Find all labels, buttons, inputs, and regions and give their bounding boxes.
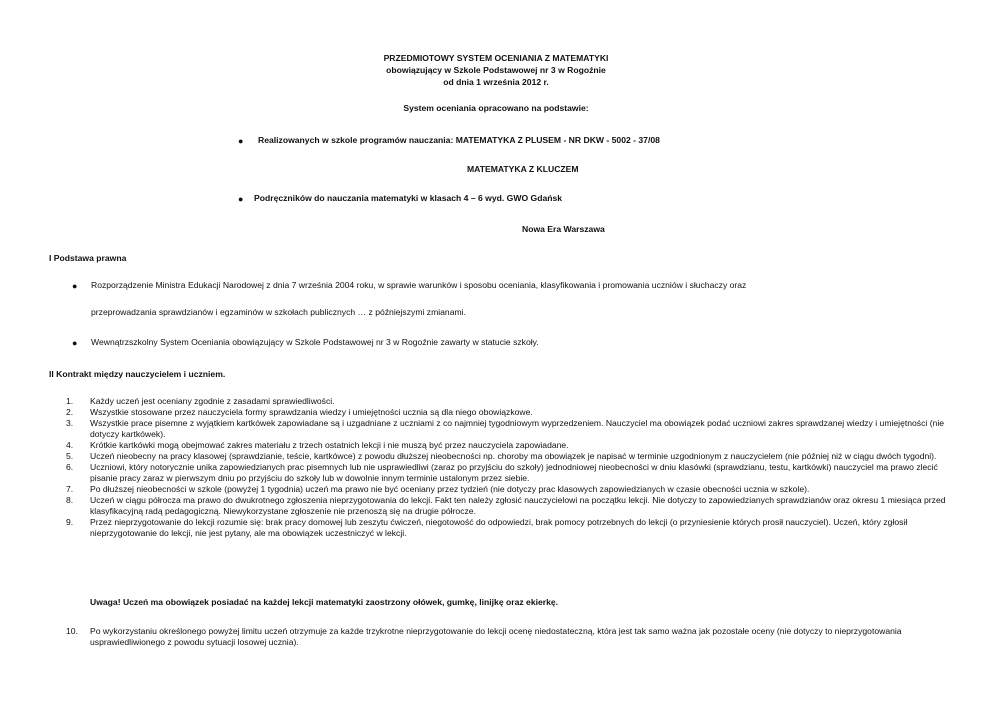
item-text: Przez nieprzygotowanie do lekcji rozumie się: brak pracy domowej lub zeszytu ćwiczeń, niegotowość do odpowiedzi, brak pomocy potrzebnych do lekcji (o przyniesienie których prosił nauczyciel). Uczeń, który zgłosił nieprzygotowanie do lekcji, nie jest pytany, ale ma obowiązek uczestniczyć w lekcji. bbox=[90, 517, 908, 538]
school-line: obowiązujący w Szkole Podstawowej nr 3 w Rogoźnie bbox=[386, 65, 606, 75]
item-number: 3. bbox=[66, 418, 74, 428]
list-item bbox=[66, 626, 946, 648]
item-number: 1. bbox=[66, 396, 74, 406]
legal-basis-item-1-continuation: przeprowadzania sprawdzianów i egzaminów w szkołach publicznych … z późniejszymi zmianami. bbox=[91, 307, 466, 317]
item-text: Uczniowi, który notorycznie unika zapowiedzianych prac pisemnych lub nie usprawiedliwi (zaraz po przyjściu do szkoły) jednodniowej nieobecności w dniu klasówki (sprawdzianu, testu, kartkówki) nauczyciel ma prawo zlecić pisanie pracy zaraz w pierwszym dniu po przyjściu do szkoły lub w dowolnie innym terminie ustalonym przez siebie. bbox=[90, 462, 938, 483]
legal-basis-item-1: Rozporządzenie Ministra Edukacji Narodowej z dnia 7 września 2004 roku, w sprawie warunków i sposobu oceniania, klasyfikowania i promowania uczniów i słuchaczy oraz bbox=[91, 280, 747, 290]
bullet-icon: ● bbox=[72, 338, 78, 348]
list-item bbox=[66, 495, 946, 517]
item-text: Wszystkie stosowane przez nauczyciela formy sprawdzania wiedzy i umiejętności ucznia są dla niego obowiązkowe. bbox=[90, 407, 533, 417]
list-item bbox=[66, 396, 946, 407]
list-item bbox=[66, 517, 946, 539]
list-item bbox=[66, 451, 946, 462]
bullet-icon: ● bbox=[72, 281, 78, 291]
item-number: 4. bbox=[66, 440, 74, 450]
document-title: PRZEDMIOTOWY SYSTEM OCENIANIA Z MATEMATYKI bbox=[383, 53, 609, 63]
item-text: Po wykorzystaniu określonego powyżej limitu uczeń otrzymuje za każde trzykrotne nieprzygotowanie do lekcji ocenę niedostateczną, która jest tak samo ważna jak pozostałe oceny (nie dotyczy to nieprzygotowania usprawiedliwionego z powodu sytuacji losowej ucznia). bbox=[90, 626, 902, 647]
item-text: Wszystkie prace pisemne z wyjątkiem kartkówek zapowiadane są i uzgadniane z uczniami z co najmniej tygodniowym wyprzedzeniem. Nauczyciel ma obowiązek podać uczniowi zakres sprawdzanej wiedzy i umiejętności (nie dotyczy kartkówek). bbox=[90, 418, 945, 439]
item-number: 10. bbox=[66, 626, 78, 636]
textbooks-line: Podręczników do nauczania matematyki w klasach 4 – 6 wyd. GWO Gdańsk bbox=[254, 193, 563, 203]
legal-basis-item-2: Wewnątrzszkolny System Oceniania obowiązujący w Szkole Podstawowej nr 3 w Rogoźnie zawarty w statucie szkoły. bbox=[91, 337, 539, 347]
list-item bbox=[66, 462, 946, 484]
item-text: Uczeń w ciągu półrocza ma prawo do dwukrotnego zgłoszenia nieprzygotowania do lekcji. Fakt ten należy zgłosić nauczycielowi na początku lekcji. Nie dotyczy to zapowiedzianych sprawdzianów oraz okresu 1 miesiąca przed klasyfikacyjną radą pedagogiczną. Niewykorzystane zgłoszenie nie przenoszą się na drugie półrocze. bbox=[90, 495, 946, 516]
list-item bbox=[66, 418, 946, 440]
textbooks-second-line: Nowa Era Warszawa bbox=[522, 224, 605, 234]
item-text: Każdy uczeń jest oceniany zgodnie z zasadami sprawiedliwości. bbox=[90, 396, 335, 406]
section-heading-legal-basis: I Podstawa prawna bbox=[49, 253, 127, 263]
list-item bbox=[66, 440, 946, 451]
bullet-icon: ● bbox=[238, 194, 244, 204]
item-number: 6. bbox=[66, 462, 74, 472]
item-text: Uczeń nieobecny na pracy klasowej (sprawdzianie, teście, kartkówce) z powodu dłuższej nieobecności np. choroby ma obowiązek je napisać w terminie uzgodnionym z nauczycielem (nie później niż w ciągu dwóch tygodni). bbox=[90, 451, 937, 461]
item-text: Krótkie kartkówki mogą obejmować zakres materiału z trzech ostatnich lekcji i nie muszą być przez nauczyciela zapowiadane. bbox=[90, 440, 569, 450]
contract-list bbox=[66, 396, 946, 539]
date-line: od dnia 1 września 2012 r. bbox=[443, 77, 549, 87]
item-text: Po dłuższej nieobecności w szkole (powyżej 1 tygodnia) uczeń ma prawo nie być oceniany przez tydzień (nie dotyczy prac klasowych zapowiedzianych w czasie obecności ucznia w szkole). bbox=[90, 484, 810, 494]
programs-line: Realizowanych w szkole programów nauczania: MATEMATYKA Z PLUSEM - NR DKW - 5002 - 37/08 bbox=[258, 135, 660, 145]
item-number: 2. bbox=[66, 407, 74, 417]
programs-second-line: MATEMATYKA Z KLUCZEM bbox=[467, 164, 579, 174]
equipment-note: Uwaga! Uczeń ma obowiązek posiadać na każdej lekcji matematyki zaostrzony ołówek, gumkę, linijkę oraz ekierkę. bbox=[90, 597, 559, 607]
item-number: 8. bbox=[66, 495, 74, 505]
section-heading-contract: II Kontrakt między nauczycielem i uczniem. bbox=[49, 369, 226, 379]
item-number: 5. bbox=[66, 451, 74, 461]
basis-intro: System oceniania opracowano na podstawie: bbox=[403, 103, 589, 113]
list-item bbox=[66, 407, 946, 418]
item-number: 9. bbox=[66, 517, 74, 527]
list-item bbox=[66, 484, 946, 495]
item-number: 7. bbox=[66, 484, 74, 494]
bullet-icon: ● bbox=[238, 136, 244, 146]
